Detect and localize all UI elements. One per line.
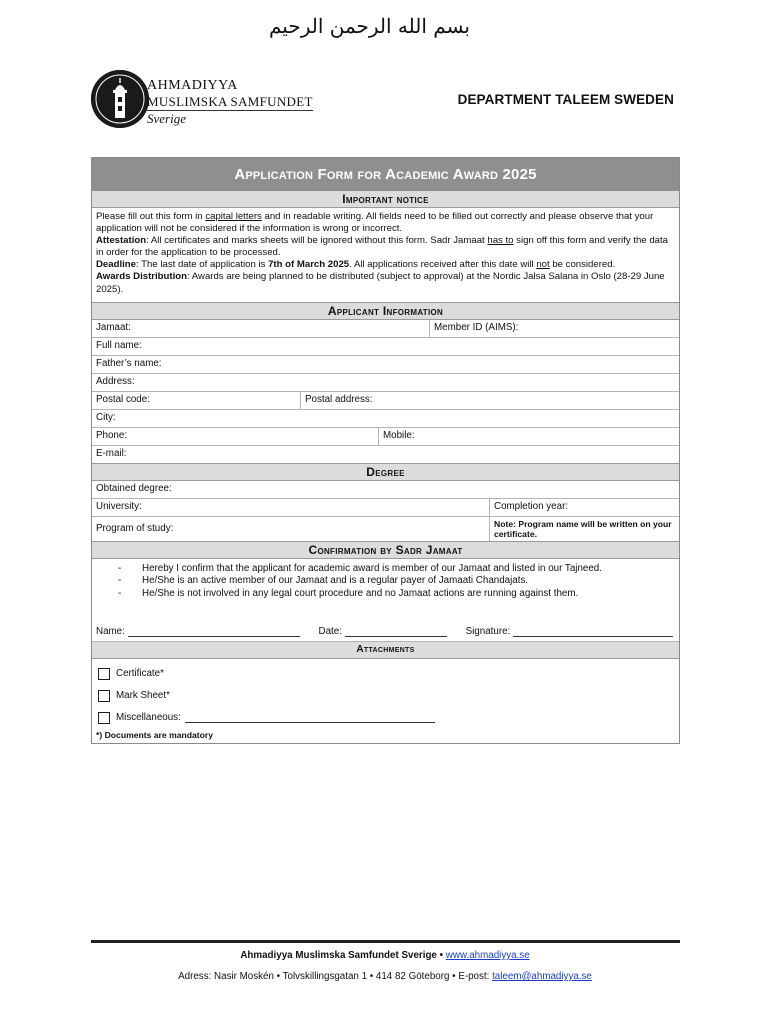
deadline-post: be considered. [549, 259, 616, 271]
row-program [92, 517, 679, 541]
sadr-date-field[interactable] [319, 626, 447, 637]
footer-email-link[interactable]: taleem@ahmadiyya.se [492, 971, 592, 982]
row-obtained-degree [92, 481, 679, 499]
org-logo [91, 70, 321, 134]
confirmation-item [118, 575, 675, 588]
org-name-line2: MUSLIMSKA SAMFUNDET [147, 94, 313, 109]
dash: - [118, 575, 122, 587]
name-blank[interactable] [128, 626, 300, 637]
full-name-field[interactable]: Full name: [96, 339, 142, 351]
completion-year-field[interactable]: Completion year: [494, 500, 569, 512]
misc-checkbox[interactable] [98, 712, 110, 724]
mark-sheet-label: Mark Sheet* [116, 690, 170, 702]
mark-sheet-checkbox[interactable] [98, 690, 110, 702]
row-university [92, 499, 679, 517]
jamaat-field[interactable]: Jamaat: [92, 320, 430, 337]
confirmation-item-text: He/She is not involved in any legal court procedure and no Jamaat actions are running against them. [142, 587, 579, 599]
attestation-pre: : All certificates and marks sheets will be ignored without this form. Sadr Jamaat [146, 235, 488, 247]
row-full-name [92, 338, 679, 356]
applicant-heading [92, 302, 679, 320]
city-field[interactable]: City: [96, 411, 116, 423]
row-fathers-name [92, 356, 679, 374]
confirmation-item-text: Hereby I confirm that the applicant for academic award is member of our Jamaat and listed in our Tajneed. [142, 562, 602, 574]
deadline-mid: . All applications received after this date will [349, 259, 537, 271]
postal-code-field[interactable]: Postal code: [92, 392, 301, 409]
form-title-text: Application Form for Academic Award 2025 [234, 166, 537, 183]
deadline-label: Deadline [96, 259, 136, 271]
important-notice-heading [92, 191, 679, 208]
university-field[interactable]: University: [92, 499, 490, 516]
dash: - [118, 562, 122, 574]
degree-heading [92, 463, 679, 481]
mobile-field[interactable]: Mobile: [383, 429, 415, 441]
row-address [92, 374, 679, 392]
bismillah-calligraphy: بسم الله الرحمن الرحيم [268, 14, 470, 38]
department-title: DEPARTMENT TALEEM SWEDEN [457, 92, 674, 107]
minaret-logo-icon [91, 70, 149, 128]
sadr-signature-field[interactable] [466, 626, 673, 637]
certificate-label: Certificate* [116, 668, 164, 680]
sadr-name-field[interactable] [96, 626, 300, 637]
important-notice-body [92, 208, 679, 302]
confirmation-heading [92, 541, 679, 559]
fathers-name-field[interactable]: Father’s name: [96, 357, 162, 369]
attachment-mark-sheet [96, 685, 675, 707]
attestation-label: Attestation [96, 235, 147, 247]
important-notice-heading-text: Important notice [342, 192, 429, 206]
phone-field[interactable]: Phone: [92, 428, 379, 445]
signature-blank[interactable] [513, 626, 673, 637]
signature-label: Signature: [465, 625, 511, 637]
certificate-checkbox[interactable] [98, 668, 110, 680]
footer-org-line [0, 950, 770, 961]
confirmation-item [118, 563, 675, 576]
applicant-heading-text: Applicant Information [327, 303, 444, 318]
date-blank[interactable] [345, 626, 447, 637]
address-field[interactable]: Address: [96, 375, 135, 387]
program-of-study-field[interactable]: Program of study: [92, 517, 490, 541]
row-jamaat [92, 320, 679, 338]
deadline-date: 7th of March 2025 [268, 259, 350, 271]
dash: - [118, 587, 122, 599]
row-phone [92, 428, 679, 446]
org-name-line1: AHMADIYYA [147, 78, 238, 93]
form-title [92, 158, 679, 191]
confirmation-item [118, 588, 675, 601]
degree-heading-text: Degree [366, 464, 405, 479]
signature-row [96, 626, 673, 637]
email-field[interactable]: E-mail: [96, 447, 127, 459]
notice-p1-post: and in readable writing. All fields need to be filled out correctly and please observe that your application will not be considered if the information is wrong or incorrect. [96, 211, 654, 235]
attachments-section [92, 659, 679, 743]
attachments-heading-text: Attachments [356, 643, 415, 655]
notice-p1-pre: Please fill out this form in [96, 211, 206, 222]
footer-address: Adress: Nasir Moskén • Tolvskillingsgatan 1 • 414 82 Göteborg • E-post: [178, 971, 493, 982]
mandatory-note: *) Documents are mandatory [96, 729, 214, 740]
confirmation-section [92, 559, 679, 642]
misc-blank[interactable] [185, 712, 435, 723]
footer-divider [91, 940, 680, 943]
program-note: Note: Program name will be written on your certificate. [494, 518, 672, 540]
date-label: Date: [318, 625, 342, 637]
awards-text: : Awards are being planned to be distributed (subject to approval) at the Nordic Jalsa Salana in Oslo (28-29 June 2025). [96, 271, 665, 295]
postal-address-field[interactable]: Postal address: [305, 393, 373, 405]
attachments-heading [92, 642, 679, 659]
deadline-underlined: not [536, 259, 550, 271]
misc-label: Miscellaneous: [116, 712, 181, 724]
awards-label: Awards Distribution [96, 271, 187, 283]
row-postal [92, 392, 679, 410]
org-name [147, 78, 313, 127]
confirmation-list [96, 563, 675, 601]
footer-address-line [0, 971, 770, 982]
application-form [91, 157, 680, 744]
org-country: Sverige [147, 111, 186, 126]
row-email [92, 446, 679, 463]
name-label: Name: [96, 625, 125, 637]
footer-bullet: • [439, 950, 444, 961]
confirmation-heading-text: Confirmation by Sadr Jamaat [308, 542, 463, 557]
footer-website-link[interactable]: www.ahmadiyya.se [445, 950, 530, 961]
obtained-degree-field[interactable]: Obtained degree: [96, 482, 172, 494]
attachment-certificate [96, 663, 675, 685]
attestation-post: sign off this form and verify the data in order for the application to be processed. [96, 235, 668, 259]
attestation-underlined: has to [487, 235, 514, 247]
deadline-pre: : The last date of application is [136, 259, 269, 271]
confirmation-item-text: He/She is an active member of our Jamaat and is a regular payer of Jamaati Chandajats. [142, 575, 529, 587]
row-city [92, 410, 679, 428]
footer-org: Ahmadiyya Muslimska Samfundet Sverige [240, 950, 437, 961]
notice-p1-underlined: capital letters [205, 211, 262, 222]
member-id-field[interactable]: Member ID (AIMS): [434, 321, 519, 333]
attachment-misc [96, 707, 675, 729]
